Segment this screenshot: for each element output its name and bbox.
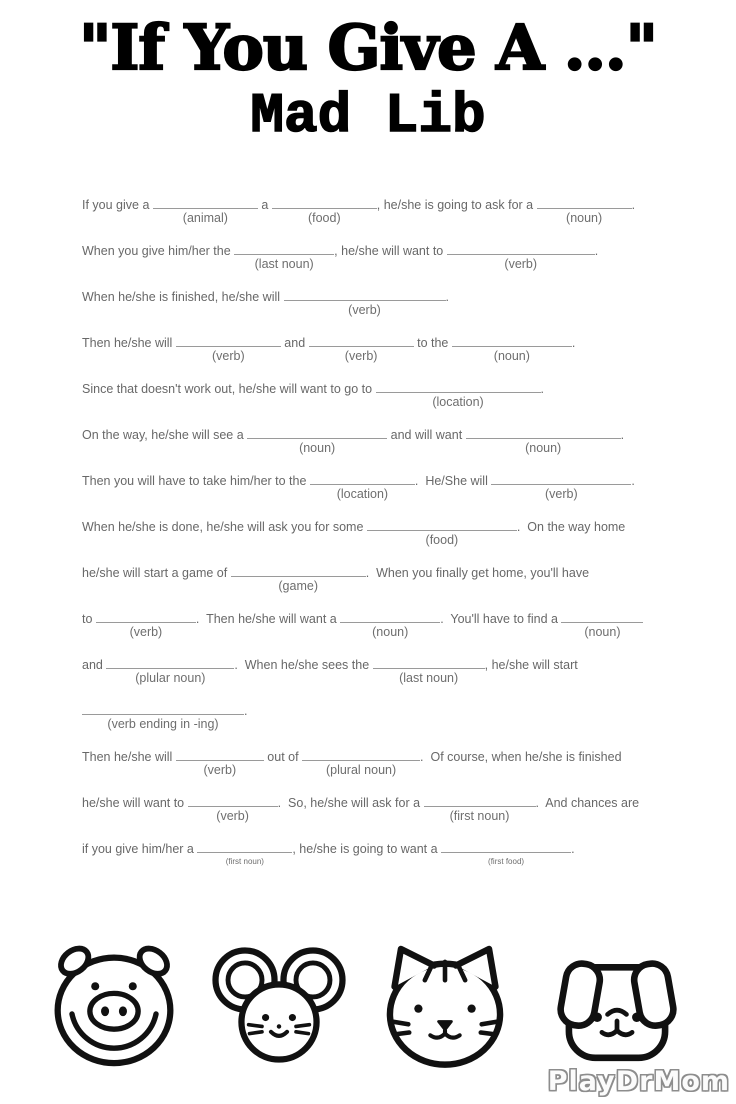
- madlib-line: [82, 196, 682, 227]
- madlib-blank: [491, 472, 631, 501]
- blank-label: (noun): [299, 440, 336, 455]
- madlib-line: [82, 380, 682, 411]
- blank-label: (verb): [211, 348, 245, 363]
- madlib-blank: [537, 196, 632, 225]
- madlib-text: . Of course, when he/she is finished: [420, 749, 622, 764]
- madlib-text: . You'll have to find a: [440, 611, 562, 626]
- madlib-text: When he/she is done, he/she will ask you for some: [82, 519, 367, 534]
- madlib-blank: [447, 242, 595, 271]
- madlib-blank: [176, 748, 264, 777]
- pig-face-icon: [38, 938, 190, 1072]
- watermark: PlayDrMom: [547, 1066, 730, 1097]
- madlib-blank: [302, 748, 420, 777]
- madlib-text: and will want: [387, 427, 466, 442]
- madlib-text: . On the way home: [516, 519, 626, 534]
- madlib-text: and: [82, 657, 107, 672]
- madlib-blank: [231, 564, 366, 593]
- madlib-text: out of: [263, 749, 303, 764]
- madlib-text: . Then he/she will want a: [195, 611, 341, 626]
- madlib-text: he/she will start a game of: [82, 565, 231, 580]
- madlib-blank: [284, 288, 446, 317]
- madlib-text: he/she will want to: [82, 795, 188, 810]
- blank-label: (last noun): [254, 256, 314, 271]
- mouse-face-icon: [203, 940, 355, 1070]
- blank-label: (verb): [216, 808, 249, 823]
- blank-label: (first noun): [449, 808, 510, 823]
- madlib-blank: [188, 794, 278, 823]
- madlib-blank: [82, 702, 244, 731]
- madlib-blank: [106, 656, 234, 685]
- madlib-blank: [441, 840, 571, 866]
- madlib-blank: [373, 656, 485, 685]
- madlib-text: to the: [413, 335, 452, 350]
- blank-label: (noun): [584, 624, 621, 639]
- madlib-line: [82, 794, 682, 825]
- blank-label: (food): [425, 532, 459, 547]
- madlib-line: [82, 610, 682, 641]
- madlib-text: , he/she is going to want a: [292, 841, 442, 856]
- blank-label: (first food): [488, 856, 525, 866]
- madlib-text: Then he/she will: [82, 749, 176, 764]
- madlib-text: .: [540, 381, 545, 396]
- madlib-blank: [340, 610, 440, 639]
- madlib-blank: [197, 840, 292, 866]
- madlib-text: to: [82, 611, 96, 626]
- madlib-blank: [424, 794, 536, 823]
- worksheet: [82, 196, 682, 871]
- madlib-line: [82, 472, 682, 503]
- madlib-blank: [234, 242, 334, 271]
- animal-row: [0, 938, 736, 1072]
- madlib-text: , he/she is going to ask for a: [376, 197, 537, 212]
- blank-label: (verb): [504, 256, 538, 271]
- madlib-blank: [153, 196, 258, 225]
- madlib-line: [82, 748, 682, 779]
- madlib-text: .: [594, 243, 599, 258]
- madlib-text: . When you finally get home, you'll have: [365, 565, 590, 580]
- blank-label: (first noun): [225, 856, 264, 866]
- madlib-text: .: [571, 841, 575, 856]
- blank-label: (plular noun): [135, 670, 206, 685]
- madlib-blank: [176, 334, 281, 363]
- blank-label: (location): [432, 394, 484, 409]
- blank-label: (noun): [372, 624, 409, 639]
- blank-label: (plural noun): [325, 762, 397, 777]
- madlib-text: Then you will have to take him/her to the: [82, 473, 310, 488]
- page-subtitle: Mad Lib: [250, 83, 486, 148]
- madlib-text: On the way, he/she will see a: [82, 427, 248, 442]
- blank-label: (noun): [566, 210, 603, 225]
- madlib-text: If you give a: [82, 197, 153, 212]
- blank-label: (location): [336, 486, 389, 501]
- madlib-line: [82, 242, 682, 273]
- madlib-text: .: [571, 335, 576, 350]
- madlib-text: .: [631, 197, 636, 212]
- madlib-text: When you give him/her the: [82, 243, 235, 258]
- madlib-text: .: [631, 473, 635, 488]
- blank-label: (animal): [182, 210, 228, 225]
- madlib-blank: [452, 334, 572, 363]
- madlib-text: Then he/she will: [82, 335, 176, 350]
- madlib-blank: [310, 472, 415, 501]
- page-title: "If You Give A ...": [79, 11, 657, 84]
- blank-label: (verb): [129, 624, 163, 639]
- madlib-text: .: [620, 427, 625, 442]
- madlib-line: [82, 656, 682, 687]
- madlib-text: . When he/she sees the: [234, 657, 373, 672]
- madlib-line: [82, 518, 682, 549]
- madlib-text: a: [257, 197, 272, 212]
- blank-label: (noun): [493, 348, 530, 363]
- blank-label: (noun): [525, 440, 562, 455]
- madlib-blank: [309, 334, 414, 363]
- madlib-text: . So, he/she will ask for a: [277, 795, 424, 810]
- madlib-blank: [367, 518, 517, 547]
- madlib-text: When he/she is finished, he/she will: [82, 289, 284, 304]
- madlib-text: Since that doesn't work out, he/she will want to go to: [82, 381, 376, 396]
- madlib-line: [82, 426, 682, 457]
- blank-label: (verb): [348, 302, 381, 317]
- blank-label: (verb): [545, 486, 578, 501]
- madlib-line: [82, 288, 682, 319]
- madlib-blank: [466, 426, 621, 455]
- madlib-blank: [561, 610, 643, 639]
- madlib-blank: [247, 426, 387, 455]
- madlib-line: [82, 702, 682, 733]
- madlib-blank: [272, 196, 377, 225]
- madlib-text: and: [280, 335, 309, 350]
- dog-face-icon: [536, 939, 698, 1071]
- madlib-line: [82, 840, 682, 871]
- blank-label: (food): [307, 210, 341, 225]
- madlib-text: if you give him/her a: [82, 841, 198, 856]
- madlib-blank: [96, 610, 196, 639]
- madlib-text: , he/she will want to: [334, 243, 447, 258]
- madlib-text: , he/she will start: [484, 657, 578, 672]
- madlib-text: . He/She will: [414, 473, 492, 488]
- blank-label: (game): [278, 578, 318, 593]
- blank-label: (verb): [203, 762, 237, 777]
- madlib-text: .: [445, 289, 449, 304]
- madlib-text: . And chances are: [535, 795, 640, 810]
- madlib-line: [82, 564, 682, 595]
- blank-label: (verb): [344, 348, 378, 363]
- blank-label: (last noun): [399, 670, 459, 685]
- madlib-text: .: [244, 703, 248, 718]
- madlib-blank: [376, 380, 541, 409]
- blank-label: (verb ending in -ing): [107, 716, 219, 731]
- madlib-line: [82, 334, 682, 365]
- cat-face-icon: [367, 939, 523, 1071]
